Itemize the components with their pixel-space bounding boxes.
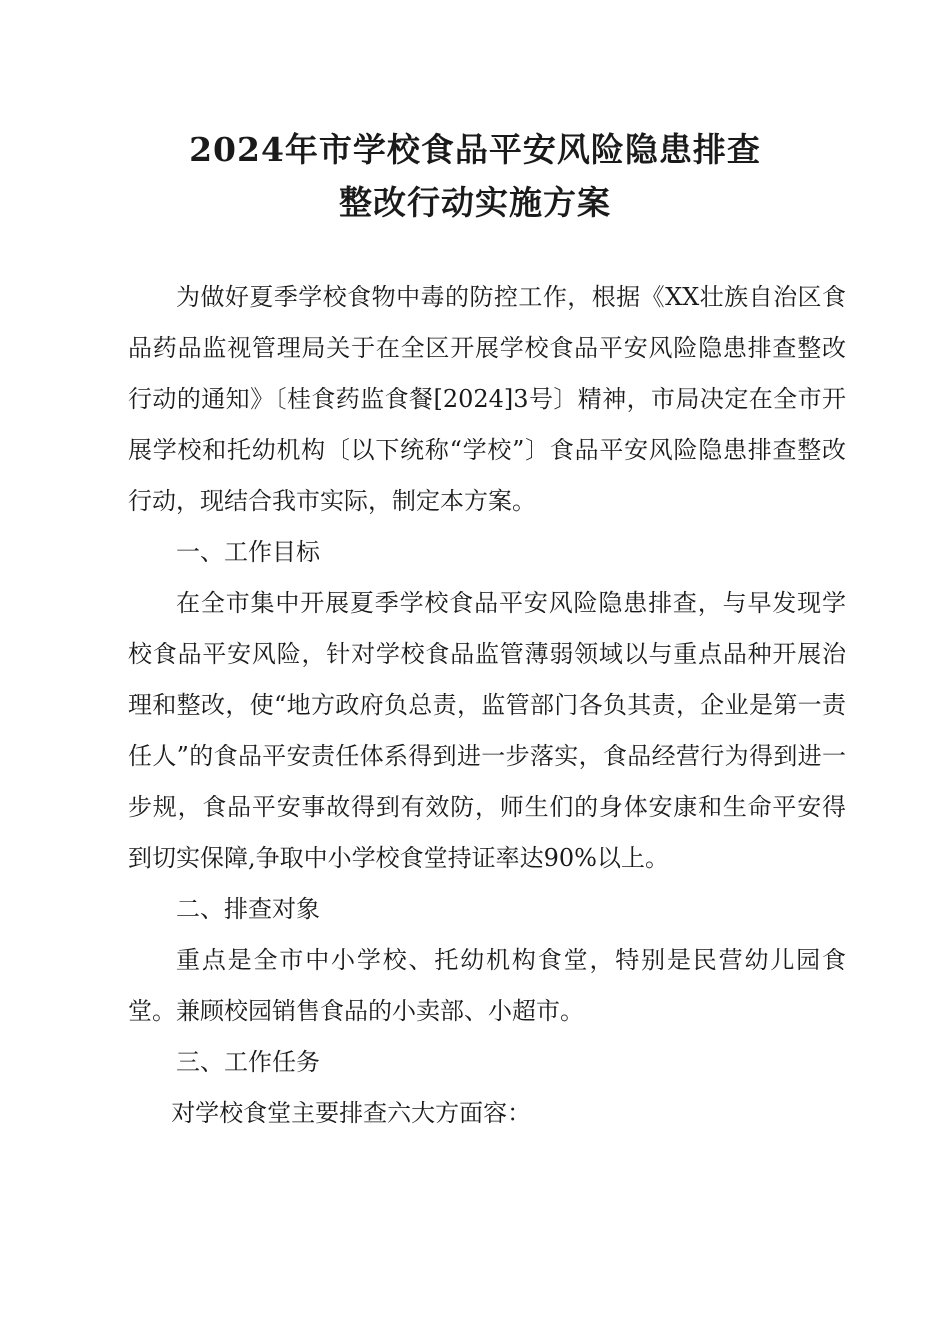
document-title-line-2: 整改行动实施方案: [339, 183, 611, 222]
paragraph-intro: 为做好夏季学校食物中毒的防控工作，根据《XX壮族自治区食品药品监视管理局关于在全区开展学校食品平安风险隐患排查整改行动的通知》〔桂食药监食餐[2024]3号〕精神，市局决定在全市开展学校和托幼机构〔以下统称“学校”〕食品平安风险隐患排查整改行动，现结合我市实际，制定本方案。: [128, 283, 846, 515]
paragraph-work-tasks: 对学校食堂主要排查六大方面容：: [171, 1099, 532, 1127]
document-body: [128, 272, 846, 1139]
heading-inspection-targets: 二、排查对象: [176, 895, 320, 923]
paragraph-work-goal: 在全市集中开展夏季学校食品平安风险隐患排查，与早发现学校食品平安风险，针对学校食品监管薄弱领域以与重点品种开展治理和整改，使“地方政府负总责，监管部门各负其责，企业是第一责任人”的食品平安责任体系得到进一步落实，食品经营行为得到进一步规，食品平安事故得到有效防，师生们的身体安康和生命平安得到切实保障,争取中小学校食堂持证率达90%以上。: [128, 589, 846, 872]
heading-work-goal: 一、工作目标: [176, 538, 320, 566]
paragraph-inspection-targets: 重点是全市中小学校、托幼机构食堂，特别是民营幼儿园食堂。兼顾校园销售食品的小卖部、小超市。: [128, 946, 846, 1025]
document-title-line-1: 2024年市学校食品平安风险隐患排查: [189, 130, 761, 169]
heading-work-tasks: 三、工作任务: [176, 1048, 320, 1076]
